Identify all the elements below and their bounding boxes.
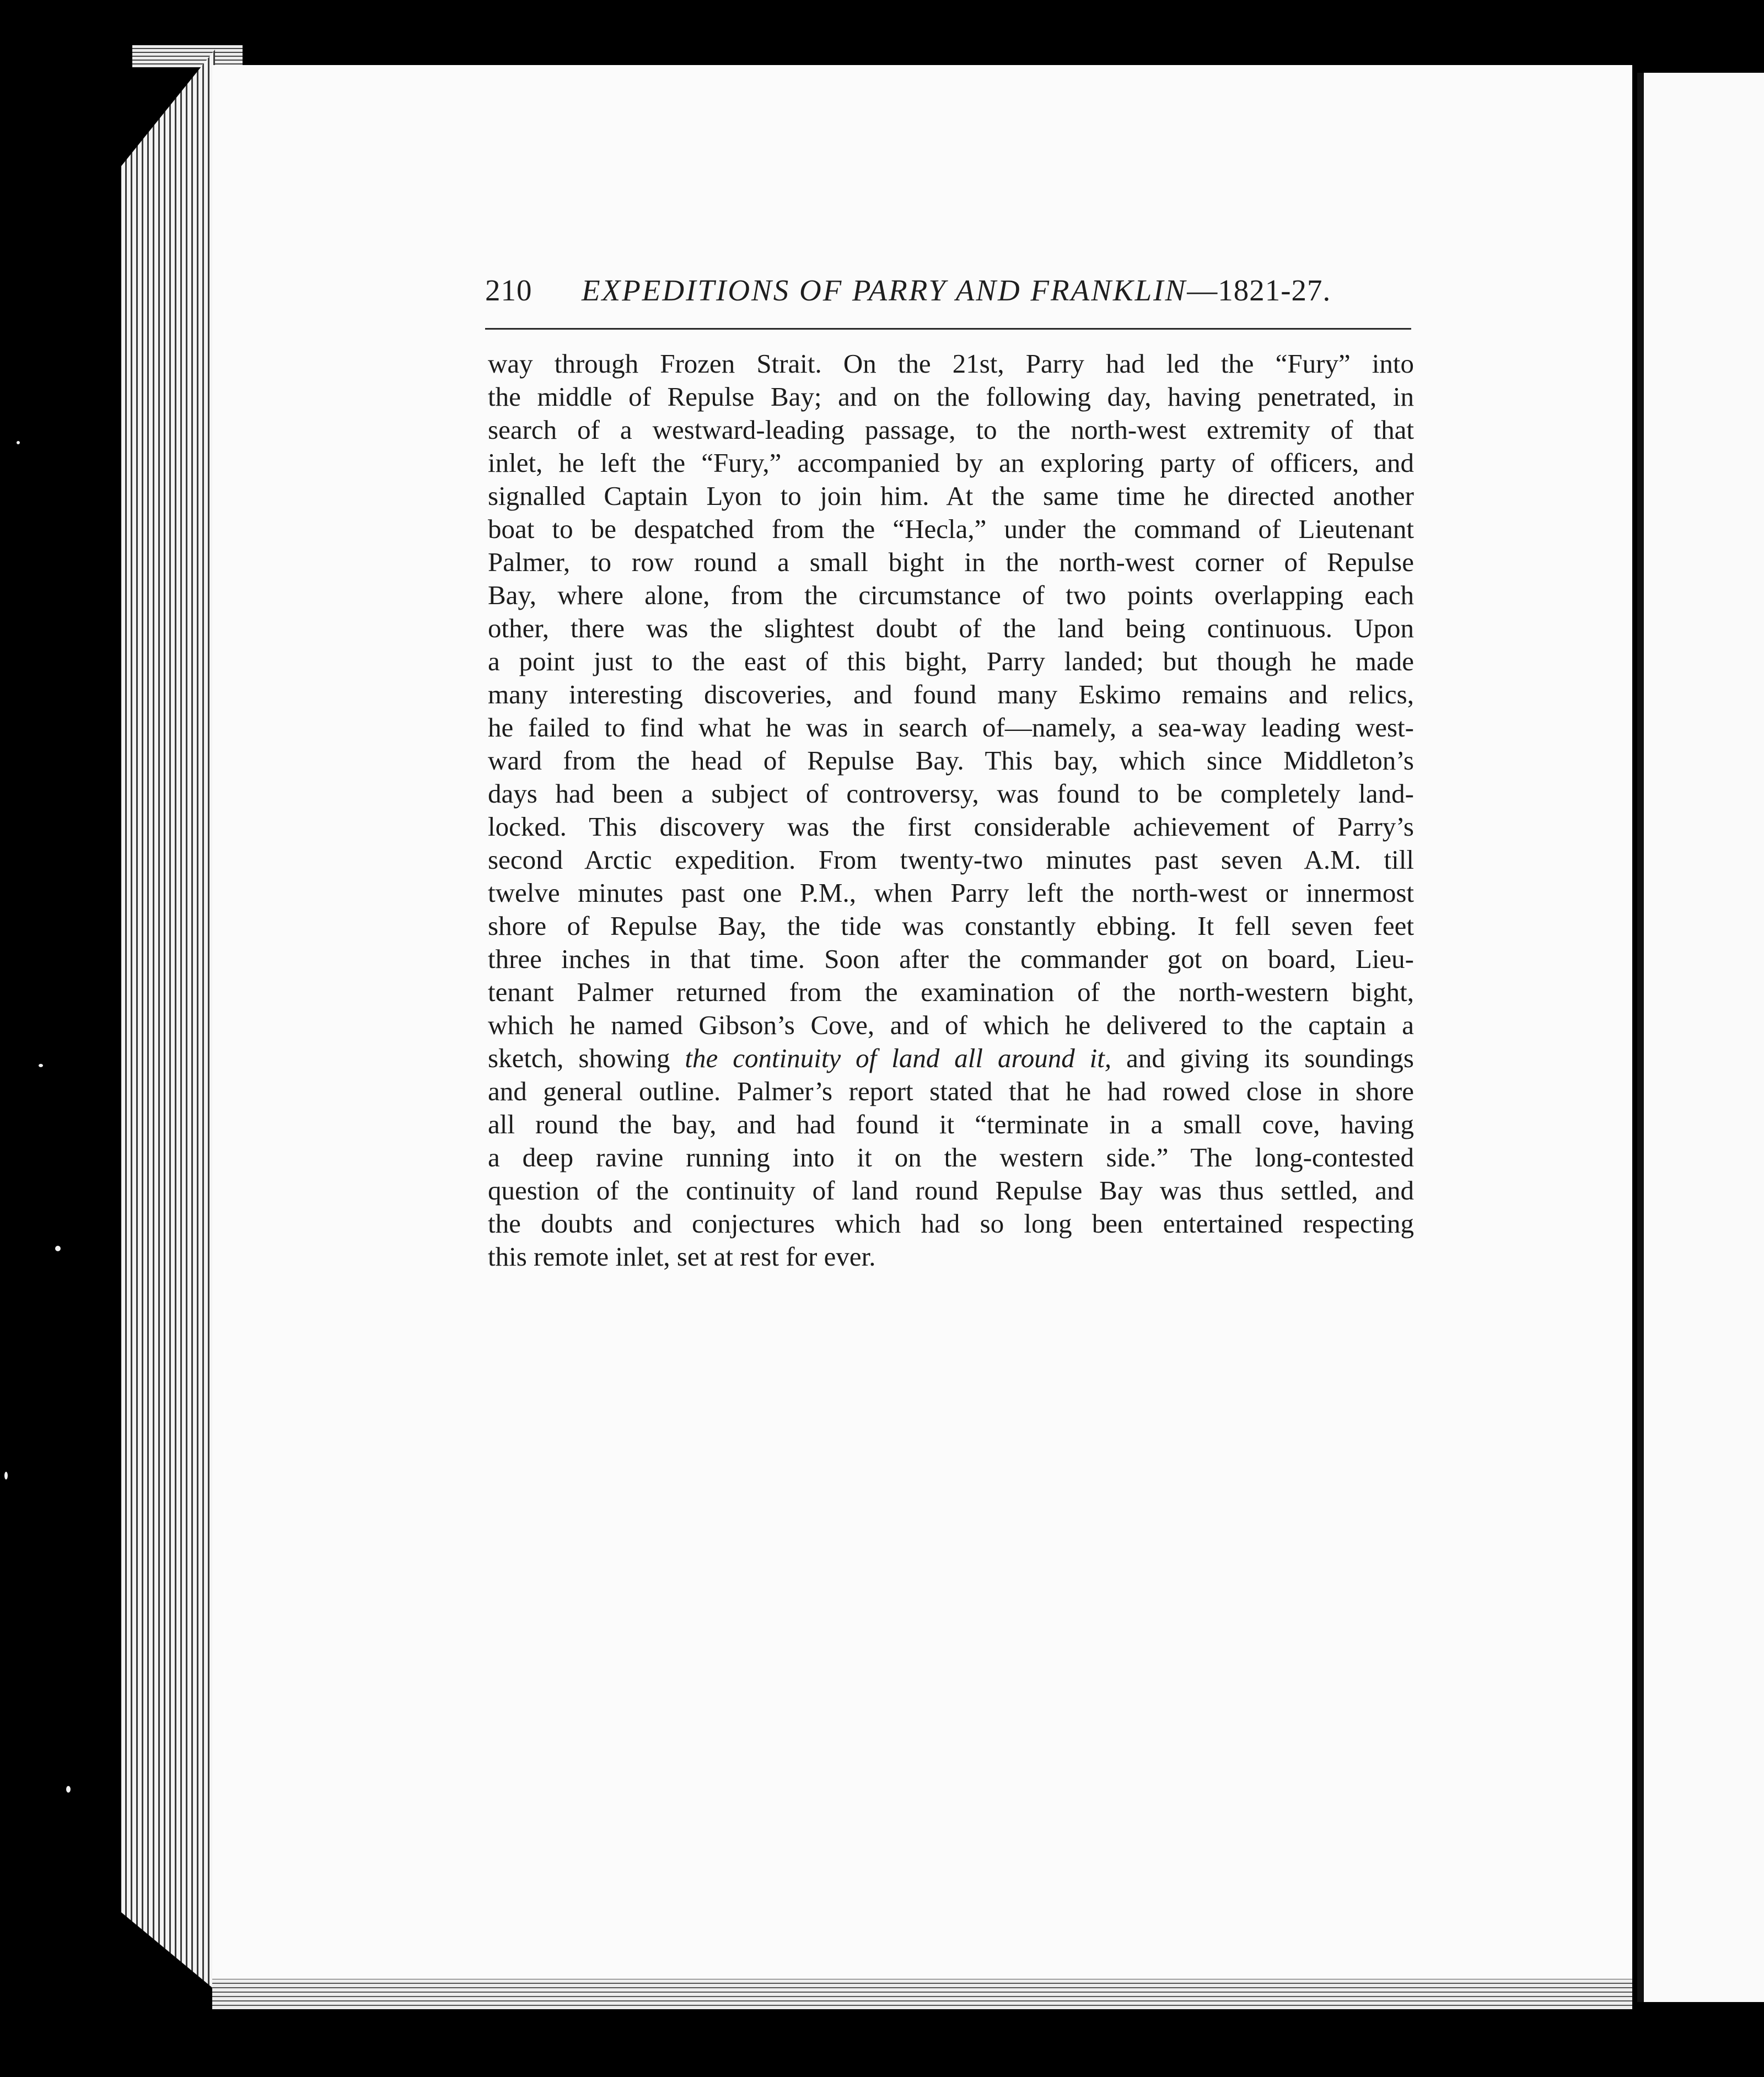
text-line: question of the continuity of land round Repulse Bay was thus settled, and [488,1175,1414,1206]
text-line-last: this remote inlet, set at rest for ever. [488,1241,876,1272]
text-line: tenant Palmer returned from the examination of the north-western bight, [488,977,1414,1007]
text-line: ward from the head of Repulse Bay. This bay, which since Middleton’s [488,745,1414,776]
text-line: twelve minutes past one P.M., when Parry left the north-west or innermost [488,878,1414,908]
scan-speck [17,441,20,444]
page-number: 210 [485,273,533,307]
scan-speck [55,1246,61,1251]
text-line: which he named Gibson’s Cove, and of which he delivered to the captain a [488,1010,1414,1040]
text-line: a point just to the east of this bight, Parry landed; but though he made [488,646,1414,676]
text-line: second Arctic expedition. From twenty-two minutes past seven A.M. till [488,844,1414,875]
text-line: the middle of Repulse Bay; and on the following day, having penetrated, in [488,381,1414,412]
running-title: EXPEDITIONS OF PARRY AND FRANKLIN [582,273,1187,307]
scan-speck [39,1064,43,1067]
text-run: and giving its soundings [1111,1043,1415,1073]
text-line: signalled Captain Lyon to join him. At the same time he directed another [488,481,1414,511]
text-run: sketch, showing [488,1043,685,1073]
text-line: a deep ravine running into it on the western side.” The long-contested [488,1142,1414,1172]
body-paragraph [488,347,1414,1273]
text-line: locked. This discovery was the first considerable achievement of Parry’s [488,811,1414,842]
text-line: the doubts and conjectures which had so long been entertained respecting [488,1208,1414,1239]
facing-page-sliver [1644,73,1764,2002]
text-line: and general outline. Palmer’s report stated that he had rowed close in shore [488,1076,1414,1106]
text-line: inlet, he left the “Fury,” accompanied by an exploring party of officers, and [488,448,1414,478]
running-dates: —1821-27. [1187,273,1331,307]
page-edges-bottom [212,1979,1632,2009]
text-line: many interesting discoveries, and found many Eskimo remains and relics, [488,679,1414,709]
text-line: all round the bay, and had found it “terminate in a small cove, having [488,1109,1414,1139]
page-edges-left [121,50,215,1990]
text-line-with-italic [488,1042,1414,1075]
text-line: he failed to find what he was in search of—namely, a sea-way leading west- [488,712,1414,742]
text-line: three inches in that time. Soon after the commander got on board, Lieu- [488,944,1414,974]
page-edges-top [132,45,243,67]
text-line: other, there was the slightest doubt of the land being continuous. Upon [488,613,1414,643]
text-line: Palmer, to row round a small bight in the north-west corner of Repulse [488,547,1414,577]
header-rule [485,328,1411,330]
gutter-shadow [1637,73,1644,2002]
text-line: search of a westward-leading passage, to the north-west extremity of that [488,415,1414,445]
running-head [485,273,1411,308]
text-line: boat to be despatched from the “Hecla,” under the command of Lieutenant [488,514,1414,544]
scan-speck [66,1786,71,1793]
text-line: way through Frozen Strait. On the 21st, Parry had led the “Fury” into [488,348,1414,379]
text-line: Bay, where alone, from the circumstance of two points overlapping each [488,580,1414,610]
italic-phrase: the continuity of land all around it, [685,1043,1112,1073]
scan-speck [4,1472,8,1479]
text-line: days had been a subject of controversy, was found to be completely land- [488,778,1414,809]
text-line: shore of Repulse Bay, the tide was constantly ebbing. It fell seven feet [488,911,1414,941]
